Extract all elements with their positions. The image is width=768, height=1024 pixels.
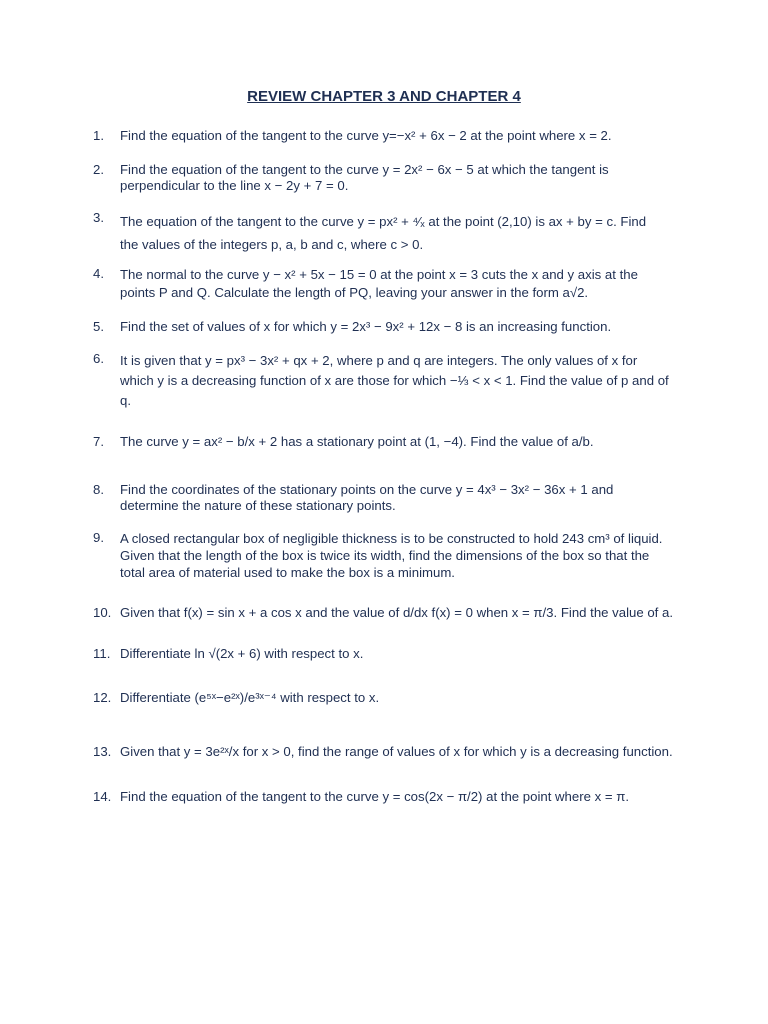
- question-text: Given that the length of the box is twice its width, find the dimensions of the box so that the: [120, 548, 650, 563]
- question-text: Find the coordinates of the stationary points on the curve y = 4x³ − 3x² − 36x + 1 and: [120, 482, 614, 497]
- question-text: A closed rectangular box of negligible thickness is to be constructed to hold 243 cm³ of liquid.: [120, 531, 663, 546]
- question-text: points P and Q. Calculate the length of PQ, leaving your answer in the form a√2.: [120, 285, 589, 300]
- question-text: which y is a decreasing function of x are those for which −⅓ < x < 1. Find the value of p and of: [120, 373, 669, 388]
- question-text: Given that f(x) = sin x + a cos x and the value of d/dx f(x) = 0 when x = π/3. Find the value of a.: [120, 605, 674, 620]
- question-text: Differentiate ln √(2x + 6) with respect to x.: [120, 646, 364, 661]
- question-number: 11.: [93, 646, 111, 661]
- question-text: The curve y = ax² − b/x + 2 has a stationary point at (1, −4). Find the value of a/b.: [120, 434, 594, 449]
- question-number: 6.: [93, 351, 104, 366]
- question-text: Find the equation of the tangent to the curve y = cos(2x − π/2) at the point where x = π.: [120, 789, 630, 804]
- question-number: 1.: [93, 128, 104, 143]
- question-number: 12.: [93, 690, 112, 705]
- question-text: perpendicular to the line x − 2y + 7 = 0.: [120, 178, 349, 193]
- question-text: Find the equation of the tangent to the curve y = 2x² − 6x − 5 at which the tangent is: [120, 162, 609, 177]
- page-title: REVIEW CHAPTER 3 AND CHAPTER 4: [247, 88, 521, 105]
- question-number: 3.: [93, 210, 104, 225]
- question-number: 2.: [93, 162, 104, 177]
- question-number: 7.: [93, 434, 104, 449]
- question-number: 4.: [93, 266, 104, 281]
- question-number: 8.: [93, 482, 104, 497]
- question-text: total area of material used to make the box is a minimum.: [120, 565, 455, 580]
- question-number: 9.: [93, 530, 104, 545]
- question-text: Given that y = 3e²ˣ/x for x > 0, find the range of values of x for which y is a decreasing function.: [120, 744, 673, 759]
- question-text: It is given that y = px³ − 3x² + qx + 2, where p and q are integers. The only values of x for: [120, 353, 638, 368]
- question-text: Differentiate (e⁵ˣ−e²ˣ)/e³ˣ⁻⁴ with respect to x.: [120, 690, 380, 705]
- question-number: 10.: [93, 605, 112, 620]
- question-text: determine the nature of these stationary points.: [120, 498, 396, 513]
- question-number: 13.: [93, 744, 112, 759]
- question-text: Find the equation of the tangent to the curve y=−x² + 6x − 2 at the point where x = 2.: [120, 128, 612, 143]
- question-text: Find the set of values of x for which y = 2x³ − 9x² + 12x − 8 is an increasing function.: [120, 319, 612, 334]
- question-number: 14.: [93, 789, 112, 804]
- question-text: the values of the integers p, a, b and c, where c > 0.: [120, 237, 424, 252]
- question-text: The equation of the tangent to the curve y = px² + ⁴⁄ₓ at the point (2,10) is ax + by = c. Find: [120, 214, 647, 229]
- question-text: The normal to the curve y − x² + 5x − 15 = 0 at the point x = 3 cuts the x and y axis at the: [120, 267, 638, 282]
- question-number: 5.: [93, 319, 104, 334]
- question-text: q.: [120, 393, 131, 408]
